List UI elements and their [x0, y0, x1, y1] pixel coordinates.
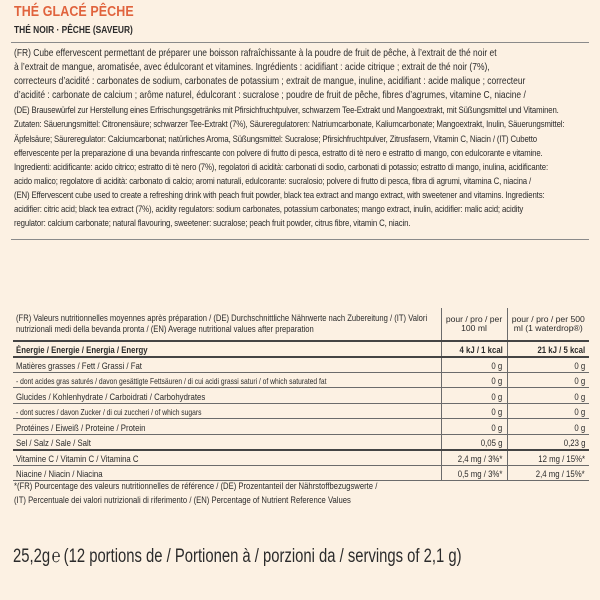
value-per-100ml: 0 g	[491, 391, 503, 403]
nutrition-row	[13, 419, 589, 435]
col-per-100ml-header: pour / pro / per 100 ml	[445, 313, 503, 333]
value-per-500ml: 0 g	[574, 422, 585, 434]
value-per-100ml: 0 g	[491, 376, 503, 387]
nutrient-label: Glucides / Kohlenhydrate / Carboidrati / Carbohydrates	[16, 391, 206, 403]
servings-text: (12 portions de / Portionen à / porzioni da / servings of 2,1 g)	[63, 546, 462, 567]
footnote-line: (IT) Percentuale dei valori nutrizionali di riferimento / (EN) Percentage of Nutrient Reference Values	[14, 495, 351, 506]
value-per-100ml: 0 g	[491, 360, 503, 372]
net-weight: 25,2g	[13, 546, 51, 567]
value-per-500ml: 0 g	[574, 391, 585, 403]
nutrition-header-row	[13, 308, 589, 341]
ingredients-text	[14, 47, 587, 230]
nutrient-label: - dont sucres / davon Zucker / di cui zuccheri / of which sugars	[16, 408, 202, 417]
nutrient-label: Protéines / Eiweiß / Proteine / Protein	[16, 422, 146, 434]
value-per-100ml: 4 kJ / 1 kcal	[459, 344, 503, 356]
footnote	[14, 480, 574, 508]
value-per-500ml: 0,23 g	[563, 437, 585, 449]
estimated-sign-icon: ℮	[51, 546, 61, 567]
col-per-500ml-header: pour / pro / per 500 ml (1 waterdrop®)	[511, 313, 585, 333]
value-per-500ml: 21 kJ / 5 kcal	[537, 344, 585, 356]
nutrient-label: - dont acides gras saturés / davon gesättigte Fettsäuren / di cui acidi grassi saturi / of which saturated fat	[16, 377, 327, 386]
ingredients-line: (FR) Cube effervescent permettant de préparer une boisson rafraîchissante à la poudre de fruit de pêche, à l’extrait de thé noir et	[14, 48, 497, 59]
ingredients-line: acidifier: citric acid; black tea extract (7%), acidity regulators: sodium carbonates, potassium carbonates; mango extract, inulin, acidifier: malic acid; acidity	[14, 203, 524, 215]
servings-line	[13, 546, 462, 568]
ingredients-line: regulator: calcium carbonate; natural flavouring, sweetener: sucralose; peach fruit powder, citrus fibre, vitamin C, niacin.	[14, 217, 411, 229]
nutrient-label: Vitamine C / Vitamin C / Vitamina C	[16, 453, 139, 465]
nutrition-row	[13, 450, 589, 466]
nutrient-label: Sel / Salz / Sale / Salt	[16, 437, 91, 449]
nutrition-row	[13, 388, 589, 404]
value-per-100ml: 0 g	[491, 407, 503, 418]
value-per-500ml: 2,4 mg / 15%*	[536, 469, 585, 480]
nutrition-table	[13, 308, 589, 481]
ingredients-box	[11, 42, 589, 240]
nutrition-row	[13, 465, 589, 481]
nutrient-label: Énergie / Energie / Energia / Energy	[16, 344, 148, 356]
product-title: THÉ GLACÉ PÊCHE	[14, 4, 134, 20]
value-per-100ml: 0 g	[491, 422, 503, 434]
value-per-100ml: 0,05 g	[480, 437, 503, 449]
ingredients-line: acido malico; regolatore di acidità: carbonato di calcio; aromi naturali, edulcorante: sucralosio; polvere di frutto di pesca, fibra di agrumi, vitamina C, niacina /	[14, 174, 532, 186]
ingredients-line: Äpfelsäure; Säureregulator: Calciumcarbonat; natürliches Aroma, Süßungsmittel: Sucralose; Pfirsichfruchtpulver, Zitrusfasern, Vitamin C, Niacin / (IT) Cubetto	[14, 132, 537, 144]
ingredients-line: correcteurs d’acidité : carbonates de sodium, carbonates de potassium ; extrait de mangue, inuline, acidifiant : acide malique ; correcteur	[14, 76, 526, 88]
ingredients-line: d’acidité : carbonate de calcium ; arôme naturel, édulcorant : sucralose ; poudre de fruit de pêche, fibres d’agrumes, vitamine C, niacine /	[14, 90, 526, 102]
nutrition-row	[13, 357, 589, 373]
ingredients-line: Zutaten: Säuerungsmittel: Citronensäure; schwarzer Tee-Extrakt (7%), Säureregulatoren: Natriumcarbonate, Kaliumcarbonate; Mangoextrakt, Inulin, Säuerungsmittel:	[14, 118, 565, 130]
nutrient-label: Niacine / Niacin / Niacina	[16, 469, 103, 480]
nutrition-row	[13, 341, 589, 357]
nutrition-row	[13, 372, 589, 388]
nutrition-row	[13, 434, 589, 450]
value-per-100ml: 0,5 mg / 3%*	[457, 469, 503, 480]
ingredients-line: (EN) Effervescent cube used to create a refreshing drink with peach fruit powder, black tea extract and mango extract, with sweetener and vitamins. Ingredients:	[14, 188, 545, 200]
ingredients-line: Ingredienti: acidificante: acido citrico; estratto di tè nero (7%), regolatori di acidità: carbonati di sodio, carbonati di potassio; estratto di mango, inulina, acidificante:	[14, 160, 549, 172]
footnote-line: *(FR) Pourcentage des valeurs nutritionnelles de référence / (DE) Prozentanteil der Nährstoffbezugswerte /	[14, 481, 378, 492]
value-per-500ml: 0 g	[574, 360, 585, 372]
value-per-500ml: 0 g	[574, 376, 585, 387]
ingredients-line: à l’extrait de mangue, aromatisée, avec édulcorant et vitamines. Ingrédients : acidifiant : acide citrique ; extrait de thé noir (7%),	[14, 62, 490, 74]
nutrition-header-label: (FR) Valeurs nutritionnelles moyennes après préparation / (DE) Durchschnittliche Nährwerte nach Zubereitung / (IT) Valori nutrizionali medi della bevanda pronta / (EN) Average nutritional values after preparation	[16, 313, 428, 334]
value-per-100ml: 2,4 mg / 3%*	[457, 453, 503, 465]
value-per-500ml: 0 g	[574, 407, 585, 418]
ingredients-line: effervescente per la preparazione di una bevanda rinfrescante con polvere di frutto di pesca, estratto di tè nero e estratto di mango, con edulcorante e vitamine.	[14, 146, 543, 158]
nutrition-row	[13, 403, 589, 419]
ingredients-line: (DE) Brausewürfel zur Herstellung eines Erfrischungsgetränks mit Pfirsichfruchtpulver, schwarzem Tee-Extrakt und Mangoextrakt, mit Süßungsmittel und Vitaminen.	[14, 104, 559, 116]
product-subtitle: THÉ NOIR · PÊCHE (SAVEUR)	[14, 24, 133, 36]
nutrient-label: Matières grasses / Fett / Grassi / Fat	[16, 360, 142, 372]
value-per-500ml: 12 mg / 15%*	[538, 453, 585, 465]
